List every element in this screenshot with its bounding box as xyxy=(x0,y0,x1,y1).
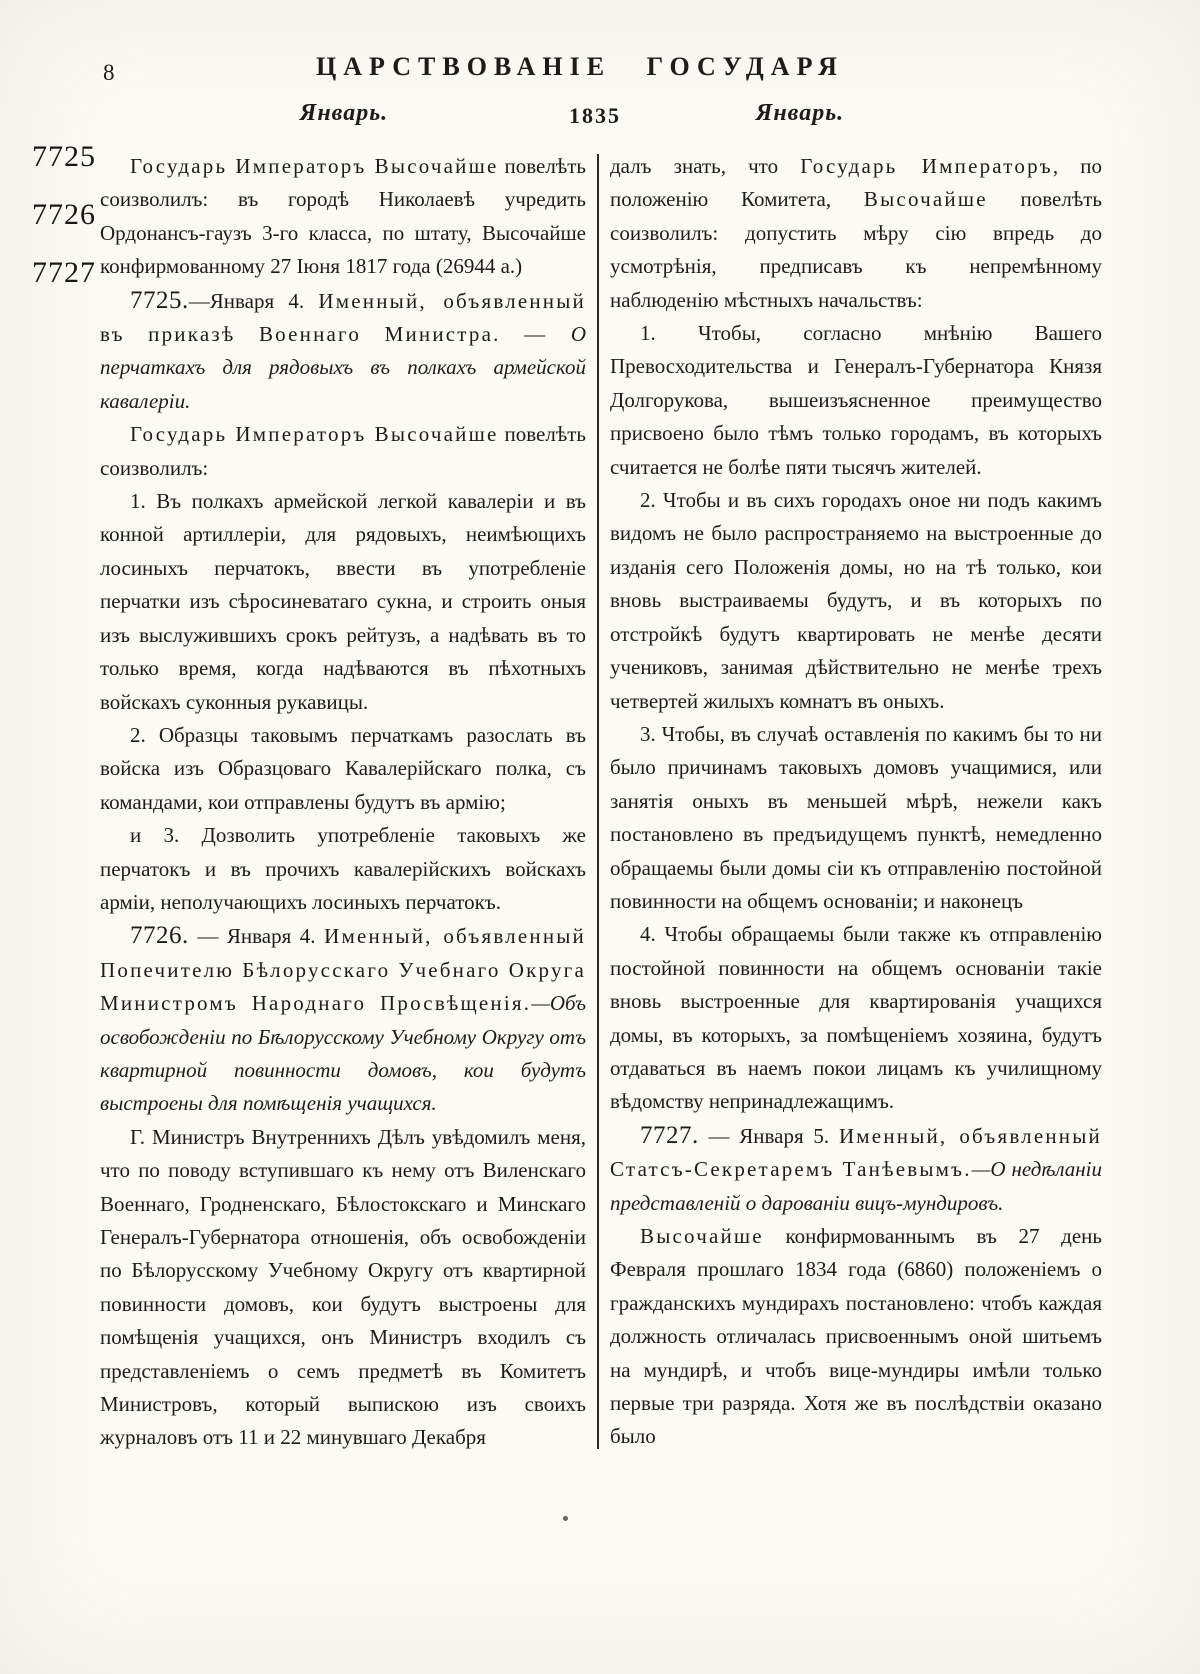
running-head-month-left: Январь. xyxy=(299,100,389,126)
text-segment-italic: О перчаткахъ для рядовыхъ въ полкахъ армейской кавалеріи. xyxy=(100,322,586,413)
left-column xyxy=(100,150,586,1455)
text-segment-num: 7727. xyxy=(640,1121,699,1149)
text-segment-sc: Высочайше xyxy=(863,187,988,212)
text-segment-sc: Именный, объявленный Статсъ-Секретаремъ Танѣевымъ. xyxy=(610,1123,1102,1182)
law-paragraph xyxy=(100,1121,586,1455)
entry-heading-7725 xyxy=(100,284,586,419)
law-paragraph xyxy=(100,418,586,485)
law-paragraph xyxy=(610,484,1102,718)
text-segment-sc: Государь Императоръ Высочайше xyxy=(130,154,499,178)
law-paragraph xyxy=(610,317,1102,484)
text-columns xyxy=(100,150,1108,1455)
text-segment-normal: — Января 4. xyxy=(188,924,325,949)
law-paragraph xyxy=(610,718,1102,918)
text-segment-normal: и 3. Дозволить употребленіе таковыхъ же перчатокъ и въ прочихъ кавалерійскихъ войскахъ арміи, неполучающихъ лосиныхъ перчатокъ. xyxy=(100,823,586,914)
text-segment-normal: повелѣть соизволилъ: допустить мѣру сію впредь до усмотрѣнія, предписавъ къ непремѣнному наблюденію мѣстныхъ начальствъ: xyxy=(610,187,1102,312)
text-segment-normal: повелѣть соизволилъ: въ городѣ Николаевѣ учредить Ордонансъ-гаузъ 3-го класса, по штату, Высочайше конфирмованному 27 Іюня 1817 года (26944 а.) xyxy=(100,154,586,279)
law-paragraph xyxy=(610,1220,1102,1454)
text-segment-num: 7725. xyxy=(130,286,189,314)
page-title: ЦАРСТВОВАНІЕ ГОСУДАРЯ xyxy=(316,52,844,81)
text-segment-sc: Государь Императоръ xyxy=(800,154,1053,178)
text-segment-normal: 2. Чтобы и въ сихъ городахъ оное ни подъ какимъ видомъ не было распространяемо на выстроенные до изданія сего Положенія домы, но на тѣ только, кои вновь выстраиваемы будутъ, и въ которыхъ по отстройкѣ будутъ квартировать не менѣе десяти учениковъ, занимая дѣйствительно не менѣе трехъ четвертей жилыхъ комнатъ въ оныхъ. xyxy=(610,488,1102,713)
ink-mark xyxy=(563,1516,568,1521)
margin-entry-number: 7725 xyxy=(32,140,96,173)
text-segment-normal: 3. Чтобы, въ случаѣ оставленія по какимъ бы то ни было причинамъ таковыхъ домовъ учащимися, или занятія оныхъ въ меньшей мѣрѣ, нежели какъ постановлено въ предъидущемъ пунктѣ, немедленно обращаемы были домы сіи къ отправленію постойной повинности на общемъ основаніи; и наконецъ xyxy=(610,721,1102,913)
text-segment-normal: повелѣть соизволилъ: xyxy=(100,422,586,480)
text-segment-normal: Г. Министръ Внутреннихъ Дѣлъ увѣдомилъ меня, что по поводу вступившаго къ нему отъ Виленскаго Военнаго, Гродненскаго, Бѣлостокскаго и Минскаго Генералъ-Губернатора отношенія, объ освобожденіи по Бѣлорусскому Учебному Округу отъ квартирной повинности домовъ, кои будутъ выстроены для помѣщенія учащихся, онъ Министръ входилъ съ представленіемъ о семъ предметѣ въ Комитетъ Министровъ, который выпискою изъ своихъ журналовъ отъ 11 и 22 минувшаго Декабря xyxy=(100,1124,586,1450)
running-head-year: 1835 xyxy=(569,103,621,128)
text-segment-normal: 1. Въ полкахъ армейской легкой кавалеріи и въ конной артиллеріи, для рядовыхъ, неимѣющихъ лосиныхъ перчатокъ, ввести въ употребленіе перчатки изъ сѣросиневатаго сукна, и строить оныя изъ выслужившихъ срокъ рейтузъ, а надѣвать въ то только время, когда надѣваются въ пѣхотныхъ войскахъ суконныя рукавицы. xyxy=(100,489,586,714)
law-paragraph xyxy=(100,819,586,919)
text-segment-normal: , по положенію Комитета, xyxy=(610,154,1102,212)
text-segment-normal: —Января 4. xyxy=(188,288,319,313)
text-segment-normal: 1. Чтобы, согласно мнѣнію Вашего Превосходительства и Генералъ-Губернатора Князя Долгорукова, вышеизъясненное преимущество присвоено было тѣмъ только городамъ, въ которыхъ считается не болѣе пяти тысячъ жителей. xyxy=(610,321,1102,479)
text-segment-italic: —Объ освобожденіи по Бѣлорусскому Учебному Округу отъ квартирной повинности домовъ, кои будутъ выстроены для помѣщенія учащихся. xyxy=(100,991,586,1116)
column-divider-rule xyxy=(597,154,599,1449)
entry-heading-7727 xyxy=(610,1119,1102,1220)
text-segment-normal: 2. Образцы таковымъ перчаткамъ разослать въ войска изъ Образцоваго Кавалерійскаго полка, съ командами, кои отправлены будутъ въ армію; xyxy=(100,722,586,814)
text-segment-normal: — Января 5. xyxy=(698,1123,839,1148)
law-paragraph xyxy=(610,918,1102,1118)
law-paragraph xyxy=(100,719,586,819)
running-head-month-right: Январь. xyxy=(755,100,845,126)
text-segment-normal: 4. Чтобы обращаемы были также къ отправленію постойной повинности на общемъ основаніи такіе вновь выстроенные для квартированія учащихся домы, въ которыхъ, за помѣщеніемъ хозяина, будутъ отдаваться въ наемъ покои лицамъ къ училищному вѣдомству непринадлежащимъ. xyxy=(610,922,1102,1114)
text-segment-sc: Государь Императоръ Высочайше xyxy=(130,422,499,447)
page-number: 8 xyxy=(103,60,115,85)
continuation-paragraph xyxy=(610,150,1102,317)
text-segment-sc: Высочайше xyxy=(640,1224,764,1248)
margin-entry-number: 7726 xyxy=(32,198,96,231)
law-paragraph xyxy=(100,485,586,719)
text-segment-italic: —О недѣланіи представленій о дарованіи вицъ-мундировъ. xyxy=(610,1157,1102,1215)
text-segment-num: 7726. xyxy=(130,922,189,950)
text-segment-normal: далъ знать, что xyxy=(610,154,801,178)
margin-entry-number: 7727 xyxy=(32,256,96,289)
continuation-paragraph xyxy=(100,150,586,284)
text-segment-normal: конфирмованнымъ въ 27 день Февраля прошлаго 1834 года (6860) положеніемъ о гражданскихъ мундирахъ постановлено: чтобъ каждая должность отличалась присвоеннымъ оной шитьемъ на мундирѣ, и чтобъ вице-мундиры имѣли только первые три разряда. Хотя же въ послѣдствіи оказано было xyxy=(610,1224,1102,1449)
right-column xyxy=(610,150,1102,1455)
entry-heading-7726 xyxy=(100,919,586,1120)
text-segment-sc: Именный, объявленный въ приказѣ Военнаго Министра. — xyxy=(100,288,586,347)
text-segment-sc: Именный, объявленный Попечителю Бѣлорусскаго Учебнаго Округа Министромъ Народнаго Просвѣщенія. xyxy=(100,924,586,1016)
